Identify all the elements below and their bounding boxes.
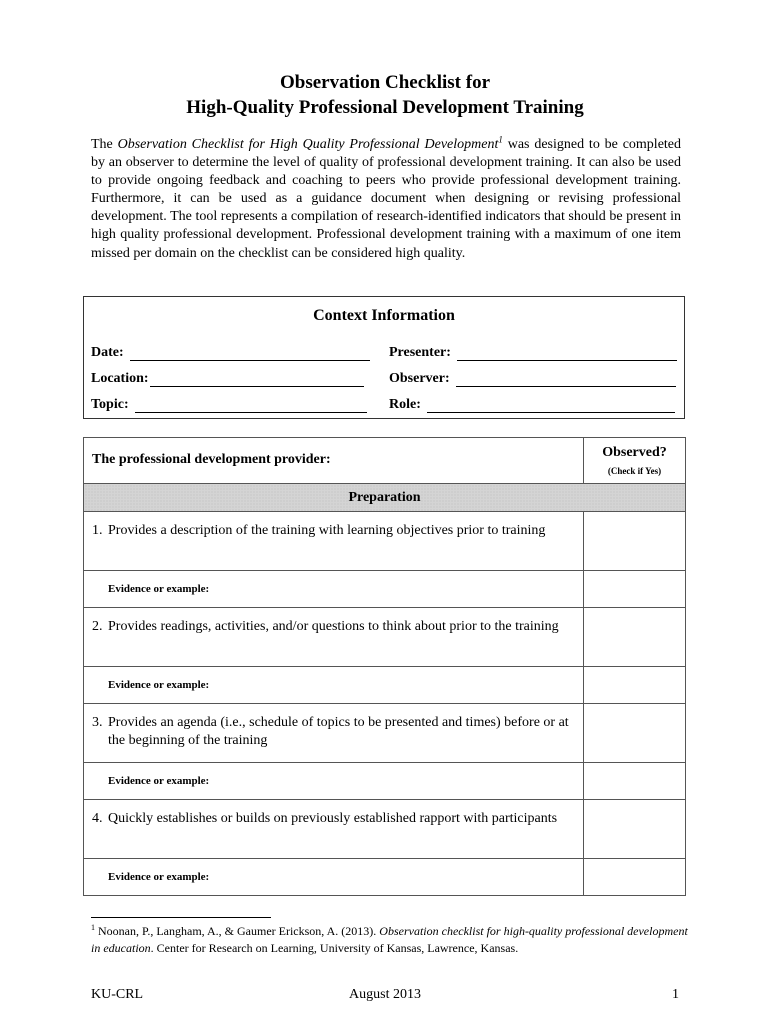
footnote-mark: 1 [91, 923, 95, 932]
evidence-field-4[interactable]: Evidence or example: [84, 859, 584, 896]
section-preparation: Preparation [84, 484, 686, 512]
intro-footnote-mark: 1 [498, 134, 503, 145]
evidence-field-1[interactable]: Evidence or example: [84, 571, 584, 608]
footer-center: August 2013 [349, 987, 421, 1002]
role-field[interactable] [389, 397, 675, 413]
section-row [84, 484, 686, 512]
intro-paragraph [91, 136, 681, 263]
evidence-observed-cell-4 [584, 859, 686, 896]
evidence-row [84, 859, 686, 896]
evidence-field-2[interactable]: Evidence or example: [84, 667, 584, 704]
context-information-box [83, 296, 685, 419]
topic-field[interactable] [91, 397, 367, 413]
footnote [91, 923, 691, 957]
document-title-line1: Observation Checklist for [279, 72, 491, 93]
observer-field[interactable] [389, 371, 676, 387]
evidence-row [84, 571, 686, 608]
footnote-italic-title: Observation checklist for high-quality professional development in education [91, 924, 688, 955]
observed-header [584, 438, 686, 484]
table-row [84, 704, 686, 763]
item-number: 2. [92, 619, 103, 634]
observation-checklist-table [83, 437, 686, 896]
document-title-line2: High-Quality Professional Development Training [186, 97, 584, 118]
date-field[interactable] [91, 345, 370, 361]
intro-italic-title: Observation Checklist for High Quality Professional Development [117, 137, 499, 152]
observed-checkbox-3[interactable] [584, 704, 686, 763]
observer-label: Observer: [389, 371, 450, 386]
footnote-authors: Noonan, P., Langham, A., & Gaumer Erickson, A. (2013). [98, 924, 377, 938]
evidence-row [84, 763, 686, 800]
item-number: 1. [92, 523, 103, 538]
presenter-field[interactable] [389, 345, 677, 361]
observed-subtitle: (Check if Yes) [607, 466, 662, 476]
evidence-field-3[interactable]: Evidence or example: [84, 763, 584, 800]
date-line[interactable] [130, 347, 370, 361]
observed-checkbox-4[interactable] [584, 800, 686, 859]
item-3 [84, 704, 584, 763]
item-text: Quickly establishes or builds on previously established rapport with participants [108, 811, 558, 826]
footnote-rest: . Center for Research on Learning, University of Kansas, Lawrence, Kansas. [150, 941, 519, 955]
presenter-line[interactable] [457, 347, 677, 361]
item-text: Provides readings, activities, and/or questions to think about prior to the training [108, 619, 559, 634]
page-number: 1 [672, 987, 679, 1002]
presenter-label: Presenter: [389, 345, 451, 360]
observed-title: Observed? [602, 445, 667, 460]
evidence-observed-cell-1 [584, 571, 686, 608]
observed-checkbox-1[interactable] [584, 512, 686, 571]
table-row [84, 608, 686, 667]
intro-prefix: The [91, 137, 113, 152]
context-title: Context Information [313, 307, 455, 324]
item-number: 3. [92, 715, 103, 730]
topic-line[interactable] [135, 399, 367, 413]
role-label: Role: [389, 397, 421, 412]
evidence-row [84, 667, 686, 704]
observer-line[interactable] [456, 373, 676, 387]
evidence-observed-cell-3 [584, 763, 686, 800]
topic-label: Topic: [91, 397, 129, 412]
evidence-observed-cell-2 [584, 667, 686, 704]
item-number: 4. [92, 811, 103, 826]
item-text: Provides an agenda (i.e., schedule of topics to be presented and times) before or at the beginning of the training [108, 715, 569, 748]
observed-checkbox-2[interactable] [584, 608, 686, 667]
location-line[interactable] [150, 373, 364, 387]
date-label: Date: [91, 345, 124, 360]
item-text: Provides a description of the training with learning objectives prior to training [108, 523, 546, 538]
intro-body: was designed to be completed by an observer to determine the level of quality of professional development training. It can also be used to provide ongoing feedback and coaching to peers who provide professional development training. Furthermore, it can be used as a guidance document when designing or revising professional development. The tool represents a compilation of research-identified indicators that should be present in high quality professional development. Professional development training with a maximum of one item missed per domain on the checklist can be considered high quality. [91, 137, 682, 261]
item-2 [84, 608, 584, 667]
table-row [84, 512, 686, 571]
footer-left: KU-CRL [91, 987, 144, 1002]
role-line[interactable] [427, 399, 675, 413]
item-4 [84, 800, 584, 859]
footnote-divider [91, 917, 271, 918]
location-field[interactable] [91, 371, 364, 387]
provider-header: The professional development provider: [84, 438, 584, 484]
location-label: Location: [91, 371, 149, 386]
item-1 [84, 512, 584, 571]
table-row [84, 800, 686, 859]
checklist-header-row [84, 438, 686, 484]
